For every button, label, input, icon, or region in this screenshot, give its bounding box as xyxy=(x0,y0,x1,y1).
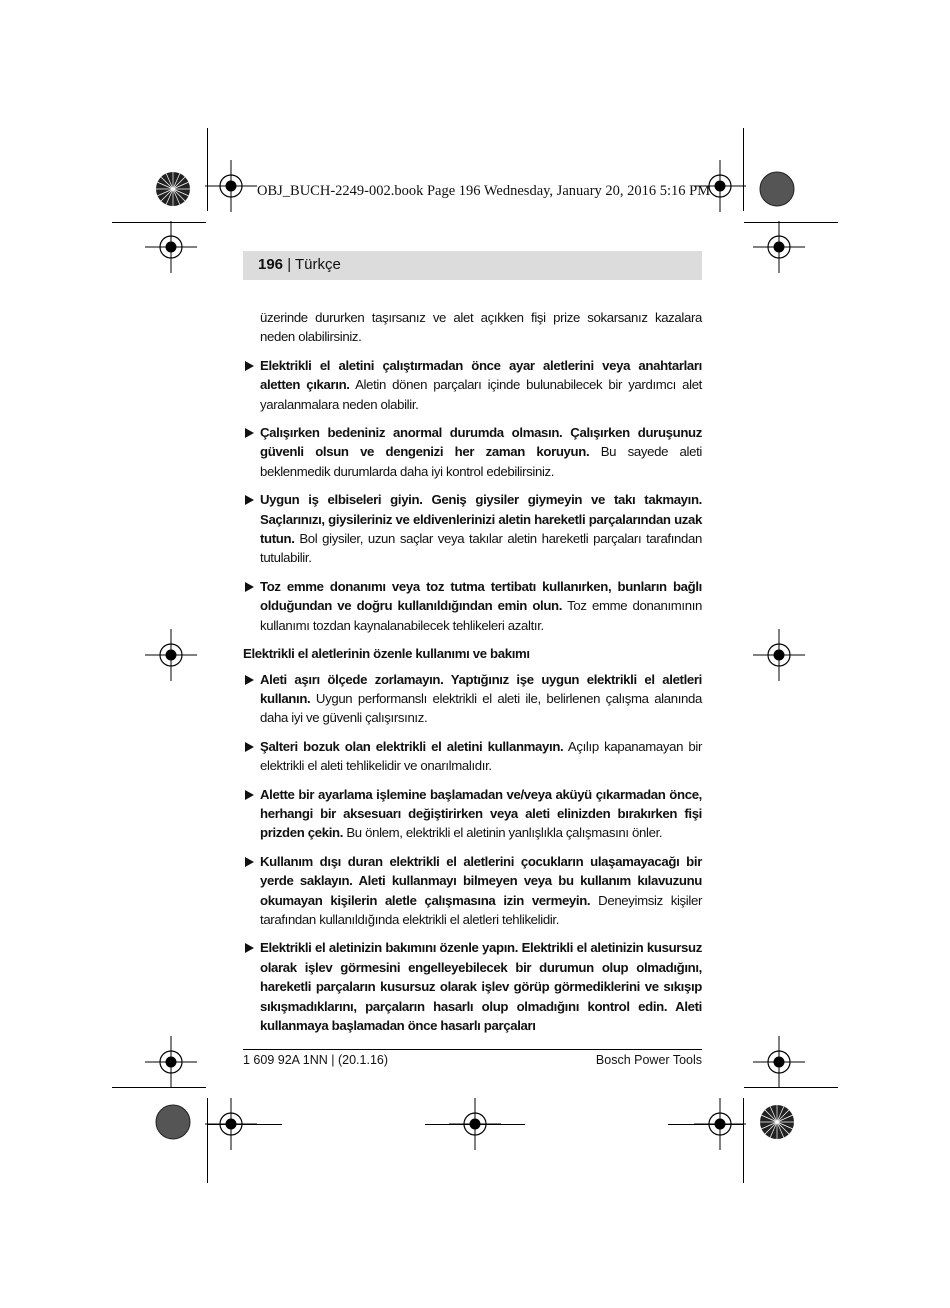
grey-tint-circle-icon xyxy=(155,1104,191,1140)
registration-mark-icon xyxy=(753,629,805,681)
page-header xyxy=(258,256,341,273)
item-text: Toz emme donanımının kullanımı tozdan kaynalanabilecek tehlikeleri azaltır. xyxy=(260,598,702,633)
list-item xyxy=(243,852,702,930)
item-bold: Elektrikli el aletinizin bakımını özenle yapın. Elektrikli el aletinizin kusursuz olarak işlev görmesini engelleyebilecek bir durumun olup olmadığını, hareketli parçaların kusursuz olarak işlev görüp görmediklerini ve sıkışıp sıkışmadıklarını, parçaların hasarlı olup olmadığını kontrol edin. Aleti kullanmaya başlamadan önce hasarlı parçaları xyxy=(260,940,702,1033)
continuation-paragraph: üzerinde dururken taşırsanız ve alet açıkken fişi prize sokarsanız kazalara neden olabilirsiniz. xyxy=(260,310,702,345)
list-item xyxy=(243,577,702,635)
starburst-mark-icon xyxy=(155,171,191,207)
bullet-triangle-icon xyxy=(245,742,254,752)
item-bold: Alette bir ayarlama işlemine başlamadan ve/veya aküyü çıkarmadan önce, herhangi bir aksesuarı değiştirirken veya aleti elinizden bırakırken fişi prizden çekin. xyxy=(260,786,702,841)
item-text: Aletin dönen parçaları içinde bulunabilecek bir yardımcı alet yaralanmalara neden olabilir. xyxy=(260,377,702,412)
bullet-triangle-icon xyxy=(245,428,254,438)
bullet-triangle-icon xyxy=(245,495,254,505)
bullet-triangle-icon xyxy=(245,675,254,685)
crop-mark xyxy=(207,1124,282,1125)
item-bold: Kullanım dışı duran elektrikli el aletlerini çocukların ulaşamayacağı bir yerde saklayın. Aleti kullanmayı bilmeyen veya bu kullanım kılavuzunu okumayan kişilerin aletle çalışmasına izin vermeyin. xyxy=(260,853,702,908)
section-heading: Elektrikli el aletlerinin özenle kullanımı ve bakımı xyxy=(243,646,530,662)
registration-mark-icon xyxy=(145,629,197,681)
item-bold: Çalışırken bedeniniz anormal durumda olmasın. Çalışırken duruşunuz güvenli olsun ve dengenizi her zaman koruyun. xyxy=(260,425,702,460)
list-item xyxy=(243,737,702,776)
header-separator: | xyxy=(283,256,295,273)
bullet-triangle-icon xyxy=(245,790,254,800)
item-bold: Toz emme donanımı veya toz tutma tertibatı kullanırken, bunların bağlı olduğundan ve doğru kullanıldığından emin olun. xyxy=(260,578,702,614)
item-bold: Şalteri bozuk olan elektrikli el aletini kullanmayın. xyxy=(260,738,564,754)
registration-mark-icon xyxy=(753,221,805,273)
list-item xyxy=(243,423,702,481)
item-text: Bol giysiler, uzun saçlar veya takılar aletin hareketli parçaları tarafından tutulabilir. xyxy=(260,531,702,566)
item-text: Bu önlem, elektrikli el aletinin yanlışlıkla çalışmasını önler. xyxy=(343,825,663,841)
item-bold: Uygun iş elbiseleri giyin. Geniş giysiler giymeyin ve takı takmayın. Saçlarınızı, giysileriniz ve eldivenlerinizi aletin hareketli parçalarından uzak tutun. xyxy=(260,492,702,547)
item-bold: Aleti aşırı ölçede zorlamayın. Yaptığınız işe uygun elektrikli el aletleri kullanın. xyxy=(260,671,702,706)
list-item xyxy=(243,356,702,414)
crop-mark xyxy=(668,1124,744,1125)
header-language: Türkçe xyxy=(295,256,341,273)
crop-mark xyxy=(425,1124,525,1125)
starburst-mark-icon xyxy=(759,1104,795,1140)
footer-brand: Bosch Power Tools xyxy=(595,1053,702,1067)
registration-mark-icon xyxy=(753,1036,805,1088)
footer-doc-code: 1 609 92A 1NN | (20.1.16) xyxy=(243,1053,389,1067)
bullet-triangle-icon xyxy=(245,582,254,592)
body-column xyxy=(243,308,702,1044)
item-text: Bu sayede aleti beklenmedik durumlarda daha iyi kontrol edebilirsiniz. xyxy=(260,444,702,479)
bullet-triangle-icon xyxy=(245,857,254,867)
bullet-triangle-icon xyxy=(245,943,254,953)
item-text: Uygun performanslı elektrikli el aleti ile, belirlenen çalışma alanında daha iyi ve güvenli çalışırsınız. xyxy=(260,690,702,726)
list-item xyxy=(243,490,702,568)
page-number: 196 xyxy=(258,256,284,273)
list-item xyxy=(243,938,702,1035)
item-bold: Elektrikli el aletini çalıştırmadan önce ayar aletlerini veya anahtarları aletten çıkarın. xyxy=(260,357,702,393)
registration-mark-icon xyxy=(145,1036,197,1088)
print-slug: OBJ_BUCH-2249-002.book Page 196 Wednesday, January 20, 2016 5:16 PM xyxy=(257,183,711,199)
footer-rule xyxy=(243,1049,702,1050)
item-text: Açılıp kapanamayan bir elektrikli el aleti tehlikelidir ve onarılmalıdır. xyxy=(260,738,702,774)
registration-mark-icon xyxy=(205,160,257,212)
item-text: Deneyimsiz kişiler tarafından kullanıldığında elektrikli el aletleri tehlikelidir. xyxy=(260,892,702,927)
grey-tint-circle-icon xyxy=(759,171,795,207)
bullet-triangle-icon xyxy=(245,361,254,371)
list-item xyxy=(243,785,702,843)
registration-mark-icon xyxy=(145,221,197,273)
list-item xyxy=(243,670,702,728)
